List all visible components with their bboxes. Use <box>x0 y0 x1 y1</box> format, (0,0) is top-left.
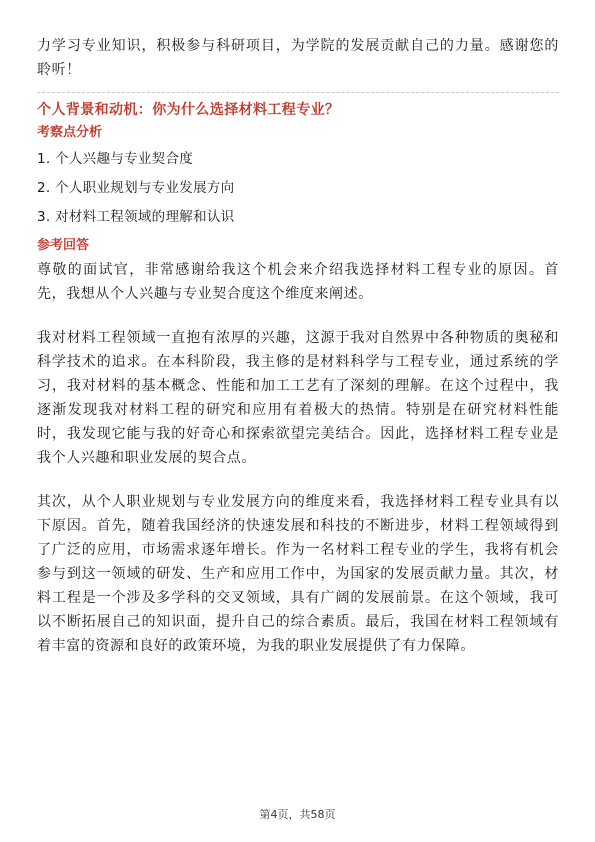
answer-paragraph-2: 我对材料工程领域一直抱有浓厚的兴趣，这源于我对自然界中各种物质的奥秘和科学技术的追求。在本科阶段，我主修的是材料科学与工程专业，通过系统的学习，我对材料的基本概念、性能和加工工艺有了深刻的理解。在这个过程中，我逐渐发现我对材料工程的研究和应用有着极大的热情。特别是在研究材料性能时，我发现它能与我的好奇心和探索欲望完美结合。因此，选择材料工程专业是我个人兴趣和职业发展的契合点。 <box>37 330 559 466</box>
section-divider <box>37 92 559 93</box>
analysis-title: 考察点分析 <box>37 125 103 140</box>
document-page <box>37 34 559 658</box>
page-footer: 第4页，共58页 <box>259 808 336 821</box>
answer-title: 参考回答 <box>37 238 90 253</box>
paragraph-gap <box>37 470 559 490</box>
paragraph-gap <box>37 306 559 326</box>
answer-paragraph-1: 尊敬的面试官，非常感谢给我这个机会来介绍我选择材料工程专业的原因。首先，我想从个人兴趣与专业契合度这个维度来阐述。 <box>37 262 559 302</box>
intro-paragraph: 力学习专业知识，积极参与科研项目，为学院的发展贡献自己的力量。感谢您的聆听！ <box>37 38 559 78</box>
question-heading: 个人背景和动机：你为什么选择材料工程专业？ <box>37 102 340 118</box>
analysis-point-1: 1. 个人兴趣与专业契合度 <box>37 151 194 167</box>
answer-paragraph-3: 其次，从个人职业规划与专业发展方向的维度来看，我选择材料工程专业具有以下原因。首先，随着我国经济的快速发展和科技的不断进步，材料工程领域得到了广泛的应用，市场需求逐年增长。作为一名材料工程专业的学生，我将有机会参与到这一领域的研发、生产和应用工作中，为国家的发展贡献力量。其次，材料工程是一个涉及多学科的交叉领域，具有广阔的发展前景。在这个领域，我可以不断拓展自己的知识面，提升自己的综合素质。最后，我国在材料工程领域有着丰富的资源和良好的政策环境，为我的职业发展提供了有力保障。 <box>37 494 559 654</box>
analysis-point-3: 3. 对材料工程领域的理解和认识 <box>37 209 235 225</box>
analysis-point-2: 2. 个人职业规划与专业发展方向 <box>37 180 235 196</box>
